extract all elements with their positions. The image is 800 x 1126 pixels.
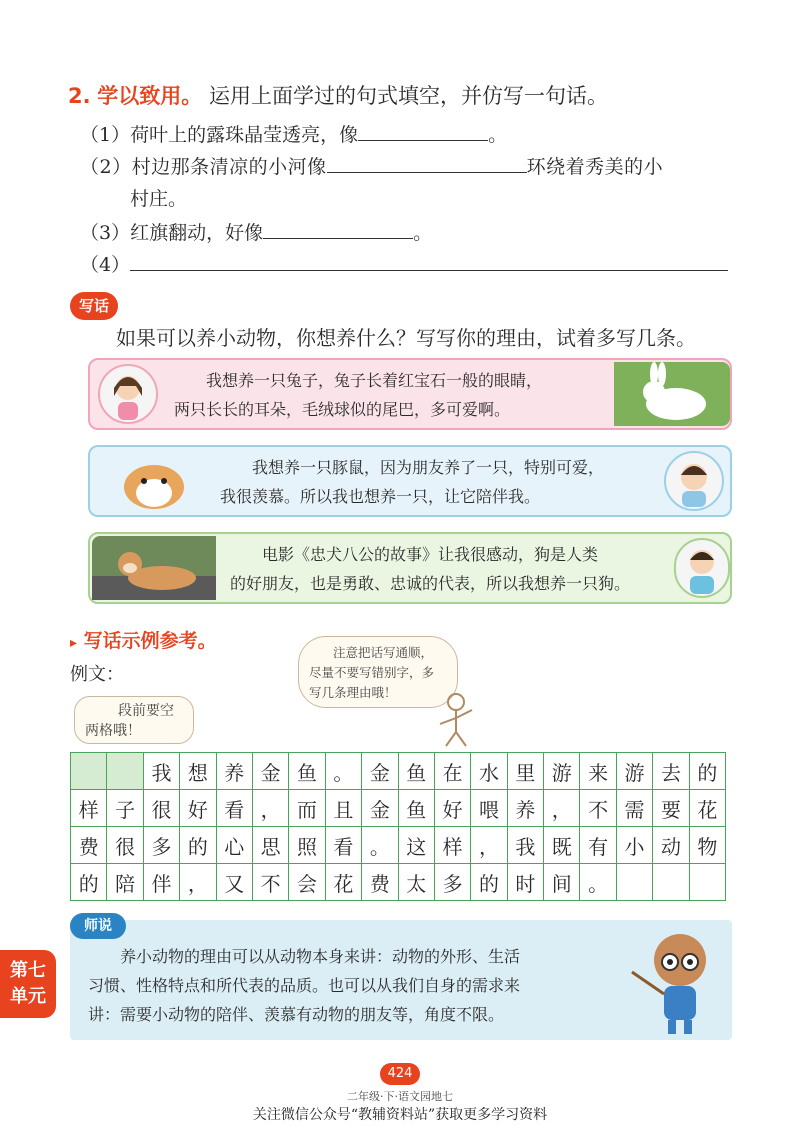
grid-cell: 且 (325, 790, 361, 827)
teacher-label: 师说 (70, 913, 126, 939)
item-number: （1） (80, 124, 131, 146)
card-line: 我很羡慕。所以我也想养一只，让它陪伴我。 (220, 487, 541, 506)
grid-row (71, 827, 726, 864)
grid-cell: 样 (434, 827, 470, 864)
grid-cell: 好 (434, 790, 470, 827)
grid-cell: 想 (180, 753, 216, 790)
example-card-dog (88, 532, 732, 604)
example-label: 例文： (70, 664, 124, 685)
grid-cell: 水 (471, 753, 507, 790)
grid-cell: 。 (362, 827, 398, 864)
bubble-line: 两格哦！ (85, 723, 141, 739)
fill-item-4 (80, 250, 728, 277)
grid-cell: 费 (362, 864, 398, 901)
grid-cell: 喂 (471, 790, 507, 827)
boy-avatar (674, 538, 730, 598)
grid-row (71, 864, 726, 901)
rabbit-photo (614, 362, 730, 426)
grid-cell: 鱼 (398, 753, 434, 790)
fill-item-2 (80, 152, 740, 179)
grid-cell: 不 (580, 790, 616, 827)
grid-cell: 我 (507, 827, 543, 864)
item-number: （4） (80, 254, 131, 276)
grid-cell: ， (252, 790, 288, 827)
grid-cell: 。 (325, 753, 361, 790)
fill-item-1 (80, 120, 507, 147)
grid-cell: 的 (471, 864, 507, 901)
teacher-line: 养小动物的理由可以从动物本身来讲：动物的外形、生活 (120, 947, 521, 966)
writing-badge: 写话 (70, 292, 118, 320)
example-card-rabbit (88, 358, 732, 430)
grid-cell: 照 (289, 827, 325, 864)
fill-item-3 (80, 218, 432, 245)
grid-cell: 动 (653, 827, 689, 864)
grid-cell: ， (180, 864, 216, 901)
grid-cell: 花 (689, 790, 725, 827)
item-number: （3） (80, 222, 131, 244)
grid-cell: 这 (398, 827, 434, 864)
footer-watermark: 关注微信公众号“教辅资料站”获取更多学习资料 (252, 1107, 548, 1123)
question-instruction: 运用上面学过的句式填空，并仿写一句话。 (208, 84, 608, 108)
grid-cell: 而 (289, 790, 325, 827)
grid-cell: 多 (434, 864, 470, 901)
grid-cell: 小 (616, 827, 652, 864)
grid-cell: 有 (580, 827, 616, 864)
grid-cell: 时 (507, 864, 543, 901)
grid-cell: ， (544, 790, 580, 827)
grid-cell: 物 (689, 827, 725, 864)
grid-cell: 养 (216, 753, 252, 790)
card-line: 电影《忠犬八公的故事》让我很感动，狗是人类 (262, 545, 599, 564)
grid-cell (71, 753, 107, 790)
grid-cell (107, 753, 143, 790)
fill-item-2-cont: 村庄。 (130, 188, 188, 210)
card-text (174, 366, 594, 424)
page-number: 424 (380, 1063, 420, 1085)
writing-prompt: 如果可以养小动物，你想养什么？写写你的理由，试着多写几条。 (116, 326, 696, 350)
example-card-guinea-pig (88, 445, 732, 517)
teacher-line: 习惯、性格特点和所代表的品质。也可以从我们自身的需求来 (88, 976, 521, 995)
grid-cell: 鱼 (289, 753, 325, 790)
grid-cell: 金 (252, 753, 288, 790)
grid-cell (689, 864, 725, 901)
grid-cell: 既 (544, 827, 580, 864)
guinea-pig-photo (114, 453, 194, 511)
grid-row (71, 753, 726, 790)
grid-cell: 很 (143, 790, 179, 827)
tip-bubble-left (74, 696, 194, 744)
grid-cell: 心 (216, 827, 252, 864)
answer-blank[interactable] (358, 123, 488, 141)
grid-cell: 的 (689, 753, 725, 790)
boy-avatar (664, 451, 724, 511)
bubble-line: 写几条理由哦！ (309, 685, 397, 700)
grid-cell: 的 (71, 864, 107, 901)
grid-cell: 需 (616, 790, 652, 827)
item-text: 荷叶上的露珠晶莹透亮，像 (130, 124, 359, 146)
grid-cell: 很 (107, 827, 143, 864)
grid-cell: 样 (71, 790, 107, 827)
unit-tab (0, 950, 56, 1018)
bubble-line: 注意把话写通顺， (333, 645, 434, 660)
card-line: 的好朋友，也是勇敢、忠诚的代表，所以我想养一只狗。 (230, 574, 631, 593)
bubble-line: 尽量不要写错别字，多 (309, 665, 435, 680)
grid-cell: 金 (362, 790, 398, 827)
answer-blank[interactable] (130, 253, 728, 271)
answer-blank[interactable] (263, 221, 413, 239)
grid-cell: 的 (180, 827, 216, 864)
grid-cell: 鱼 (398, 790, 434, 827)
grid-cell: 。 (580, 864, 616, 901)
grid-cell: 我 (143, 753, 179, 790)
unit-tab-line: 单元 (10, 986, 46, 1007)
section-text: 写话示例参考。 (83, 630, 217, 652)
item-text: 村边那条清凉的小河像 (131, 156, 327, 178)
dog-teacher-icon (628, 922, 724, 1040)
grid-cell: 又 (216, 864, 252, 901)
writing-grid (70, 752, 726, 901)
card-line: 我想养一只豚鼠，因为朋友养了一只，特别可爱， (252, 458, 605, 477)
footer-book-info: 二年级·下·语文园地七 (347, 1090, 453, 1103)
teacher-line: 讲：需要小动物的陪伴、羡慕有动物的朋友等，角度不限。 (88, 1005, 505, 1024)
teacher-note-text (88, 942, 628, 1029)
grid-cell: 要 (653, 790, 689, 827)
item-end: 。 (488, 124, 508, 146)
example-section-title: ▸ 写话示例参考。 (70, 630, 217, 652)
answer-blank[interactable] (327, 155, 527, 173)
item-end: 环绕着秀美的小 (526, 156, 664, 178)
grid-cell: 会 (289, 864, 325, 901)
grid-cell: 里 (507, 753, 543, 790)
dog-photo (92, 536, 216, 600)
grid-cell: 不 (252, 864, 288, 901)
grid-cell (653, 864, 689, 901)
grid-cell: 费 (71, 827, 107, 864)
question-heading: 学以致用。 (97, 84, 203, 108)
question-2-title (68, 80, 608, 110)
item-text: 红旗翻动，好像 (130, 222, 264, 244)
grid-cell: 游 (616, 753, 652, 790)
grid-cell: 看 (216, 790, 252, 827)
grid-cell: 金 (362, 753, 398, 790)
grid-cell: 游 (544, 753, 580, 790)
girl-avatar (98, 364, 158, 424)
question-number: 2. (68, 84, 91, 108)
grid-cell: 子 (107, 790, 143, 827)
grid-cell: ， (471, 827, 507, 864)
grid-cell: 间 (544, 864, 580, 901)
card-text (230, 540, 670, 598)
item-end: 。 (413, 222, 433, 244)
grid-cell: 思 (252, 827, 288, 864)
grid-cell: 看 (325, 827, 361, 864)
grid-cell: 伴 (143, 864, 179, 901)
grid-cell (616, 864, 652, 901)
grid-cell: 花 (325, 864, 361, 901)
card-line: 我想养一只兔子，兔子长着红宝石一般的眼睛， (206, 371, 543, 390)
grid-cell: 陪 (107, 864, 143, 901)
item-number: （2） (80, 156, 132, 178)
grid-cell: 养 (507, 790, 543, 827)
grid-row (71, 790, 726, 827)
card-text (220, 453, 660, 511)
pencil-character-icon (432, 688, 482, 748)
bubble-line: 段前要空 (118, 703, 174, 719)
unit-tab-line: 第七 (10, 960, 46, 981)
card-line: 两只长长的耳朵，毛绒球似的尾巴，多可爱啊。 (174, 400, 511, 419)
grid-cell: 多 (143, 827, 179, 864)
grid-cell: 好 (180, 790, 216, 827)
grid-cell: 去 (653, 753, 689, 790)
grid-cell: 在 (434, 753, 470, 790)
grid-cell: 太 (398, 864, 434, 901)
grid-cell: 来 (580, 753, 616, 790)
